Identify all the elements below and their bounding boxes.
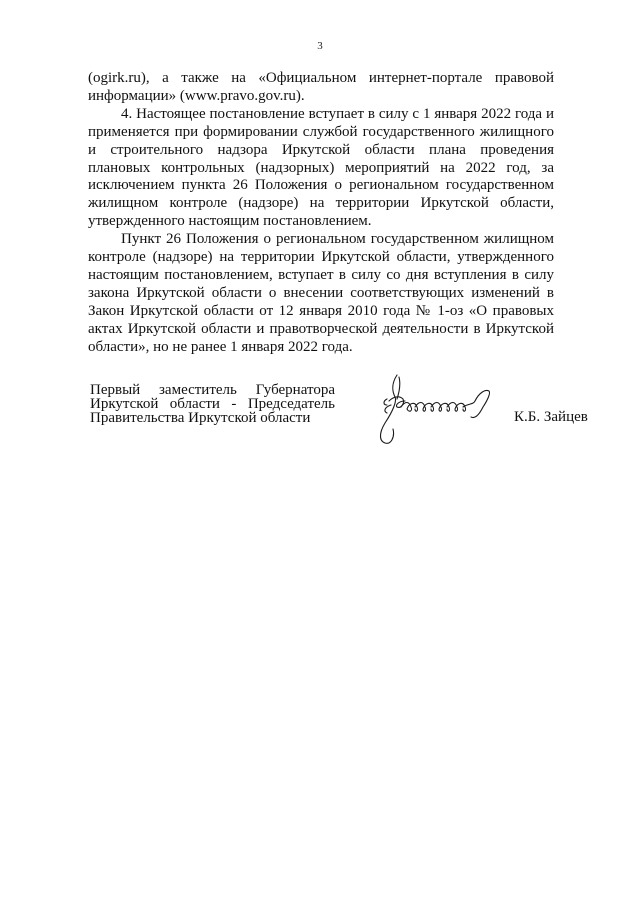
paragraph-effective-date: 4. Настоящее постановление вступает в силу с 1 января 2022 года и применяется при формировании службой государственного жилищного и строительного надзора Иркутской области плана проведения плановых контрольных (надзорных) мероприятий на 2022 год, за исключением пункта 26 Положения о региональном государственном жилищном контроле (надзоре) на территории Иркутской области, утвержденного настоящим постановлением. [88,105,554,230]
handwritten-signature-image [375,371,505,451]
signatory-title-line: Первый заместитель Губернатора [90,382,335,398]
document-body [88,70,554,357]
paragraph-publication: (ogirk.ru), а также на «Официальном интернет-портале правовой информации» (www.pravo.gov.ru). [88,70,554,104]
signature-block [90,383,590,463]
paragraph-clause-26: Пункт 26 Положения о региональном государственном жилищном контроле (надзоре) на территории Иркутской области, утвержденного настоящим постановлением, вступает в силу со дня вступления в силу закона Иркутской области о внесении соответствующих изменений в Закон Иркутской области от 12 января 2010 года № 1-оз «О правовых актах Иркутской области и правотворческой деятельности в Иркутской области», но не ранее 1 января 2022 года. [88,231,554,355]
signatory-title-line: Правительства Иркутской области [90,410,311,426]
signatory-title-line: Иркутской области - Председатель [90,396,335,412]
page-number: 3 [317,40,323,52]
signatory-name: К.Б. Зайцев [514,409,588,425]
signatory-title [90,383,335,425]
